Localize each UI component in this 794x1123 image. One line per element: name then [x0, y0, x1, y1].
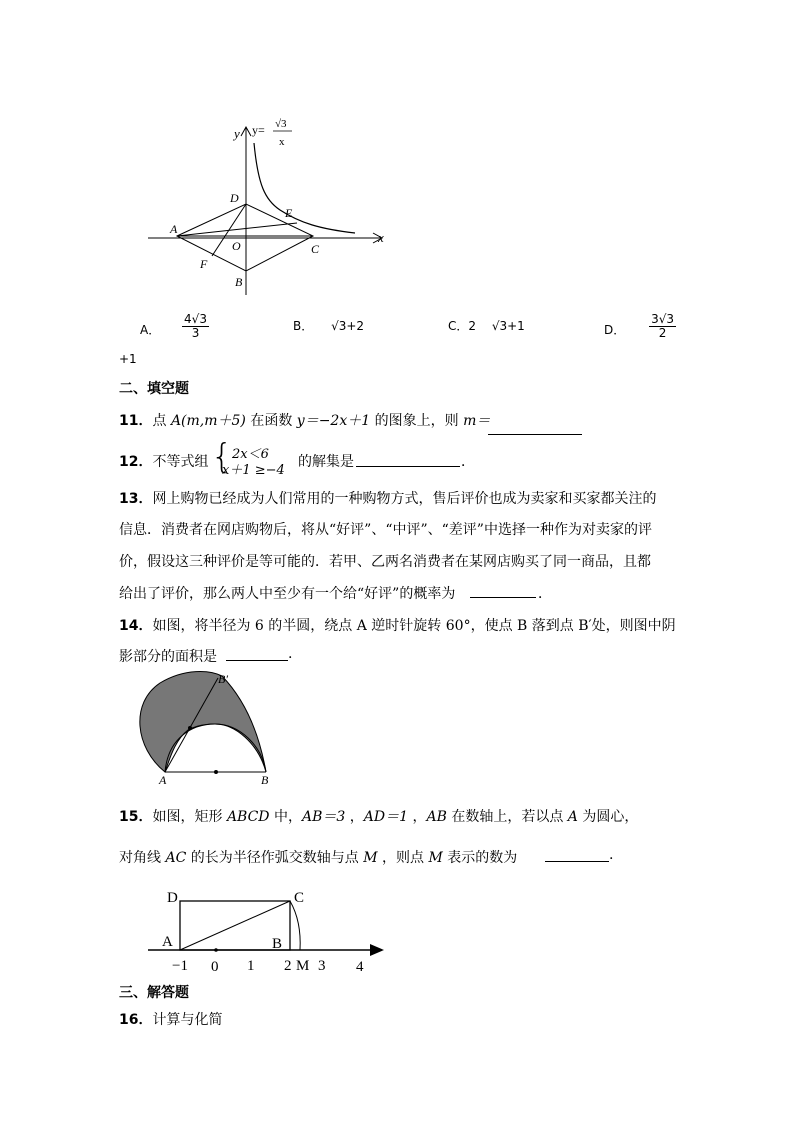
q15-math-1: ABCD [226, 809, 270, 825]
q15-end: . [609, 847, 614, 863]
q15-text-1: 如图，矩形 [152, 809, 227, 825]
q12-answer-blank[interactable] [356, 452, 460, 467]
arc-CM [290, 901, 300, 950]
q13-line-4: 给出了评价，那么两人中至少有一个给“好评”的概率为 [119, 586, 456, 602]
hyperbola-curve [254, 143, 355, 233]
q11-text-2: 在函数 [245, 413, 297, 429]
origin-dot [214, 948, 218, 952]
q11-math-3: m＝ [463, 413, 491, 429]
choice-D-label: D． [604, 323, 626, 337]
q12-end: ． [461, 454, 475, 470]
q11-math-1: A(m,m＋5) [170, 413, 246, 429]
label-point-A: A [170, 222, 178, 236]
q16-text: 计算与化简 [152, 1012, 223, 1028]
question-15-line-2 [119, 847, 517, 867]
label-y-axis: y [234, 126, 240, 141]
q14-end: . [288, 646, 293, 662]
question-11 [119, 410, 490, 430]
tick-label-1: 1 [247, 958, 255, 974]
label-point-C: C [311, 242, 320, 256]
label-point-B: B [272, 936, 283, 952]
q14-answer-blank[interactable] [226, 646, 288, 661]
tick-label-neg1: −1 [172, 958, 188, 974]
choice-A-label: A． [140, 323, 161, 337]
choice-A-den: 3 [191, 326, 200, 340]
q13-line-2: 信息．消费者在网店购物后，将从“好评”、“中评”、“差评”中选择一种作为对卖家的评 [119, 522, 652, 538]
q15-math-7: M [363, 850, 378, 866]
label-point-A: A [159, 773, 167, 787]
q13-number: 13． [119, 491, 153, 507]
label-point-E: E [285, 206, 293, 220]
label-point-M: M [296, 958, 310, 974]
q11-text-1: 点 [152, 413, 171, 429]
q15-text-2: 中， [269, 809, 302, 825]
choice-B [293, 317, 364, 334]
choice-B-label: B． [293, 319, 314, 333]
label-point-B: B [261, 773, 269, 787]
section-heading-fill-blank: 二、填空题 [119, 381, 189, 397]
q12-brace: { [211, 437, 233, 477]
q15-text-4: ， [408, 809, 427, 825]
q15-math-3: AD＝1 [363, 809, 409, 825]
q15-answer-blank[interactable] [545, 847, 609, 862]
figure-rotated-semicircle [130, 668, 280, 790]
q11-answer-blank[interactable] [488, 420, 582, 435]
q15-text-3: ， [345, 809, 364, 825]
choice-A-num: 4√3 [184, 312, 207, 326]
q11-text-3: 的图象上，则 [370, 413, 464, 429]
q15-math-4: AB [426, 809, 447, 825]
label-point-A: A [162, 934, 173, 950]
tick-label-3: 3 [318, 958, 326, 974]
q15-text-9: ，则点 [377, 850, 429, 866]
question-14-line-1 [119, 615, 676, 635]
question-16 [119, 1009, 222, 1029]
choice-D-num: 3√3 [651, 312, 674, 326]
label-func-prefix: y= [252, 123, 265, 137]
q15-text-6: 为圆心， [577, 809, 639, 825]
q13-line-1: 网上购物已经成为人们常用的一种购物方式，售后评价也成为卖家和买家都关注的 [152, 491, 657, 507]
q13-line-3: 价，假设这三种评价是等可能的．若甲、乙两名消费者在某网店购买了同一商品，且都 [119, 554, 651, 570]
label-point-B-prime: B′ [218, 672, 228, 686]
q13-end: ． [538, 586, 552, 602]
q15-text-7: 对角线 [119, 850, 166, 866]
choice-A-fraction [182, 313, 209, 340]
question-12 [119, 451, 208, 471]
q15-text-5: 在数轴上，若以点 [446, 809, 568, 825]
q13-answer-blank[interactable] [470, 583, 536, 598]
q15-math-6: AC [165, 850, 187, 866]
label-point-B: B [235, 275, 243, 289]
q15-math-8: M [428, 850, 443, 866]
q15-text-10: 表示的数为 [442, 850, 518, 866]
q12-inequality-1: 2x＜6 [232, 447, 269, 462]
choice-A [140, 313, 209, 340]
midpoint-AB [214, 770, 218, 774]
figure-hyperbola-rhombus [140, 105, 400, 300]
q11-number: 11． [119, 413, 153, 429]
tick-label-0: 0 [211, 959, 219, 975]
shaded-region [140, 672, 266, 772]
q14-line-1: 如图，将半径为 6 的半圆，绕点 A 逆时针旋转 60°，使点 B 落到点 B′处，则图中阴 [152, 618, 676, 634]
q12-number: 12． [119, 454, 153, 470]
q15-math-5: A [567, 809, 578, 825]
choice-C [448, 317, 525, 334]
q14-number: 14． [119, 618, 153, 634]
figure-rectangle-number-line [148, 880, 388, 975]
q11-math-2: y＝−2x＋1 [296, 413, 371, 429]
label-point-F: F [200, 257, 208, 271]
q15-math-2: AB＝3 [302, 809, 346, 825]
label-point-D: D [167, 890, 178, 906]
choice-B-value: √3+2 [331, 319, 365, 333]
q16-number: 16． [119, 1012, 153, 1028]
label-x-axis: x [378, 230, 384, 245]
q15-text-8: 的长为半径作弧交数轴与点 [186, 850, 364, 866]
label-func-den: x [279, 136, 285, 148]
label-point-C: C [294, 890, 305, 906]
label-point-O: O [232, 239, 241, 253]
q12-text-1: 不等式组 [152, 454, 209, 470]
choice-D [604, 313, 676, 340]
choice-C-value: √3+1 [491, 319, 525, 333]
label-point-D: D [230, 191, 239, 205]
tick-label-4: 4 [356, 959, 364, 975]
choice-D-den: 2 [658, 326, 667, 340]
q14-line-2: 影部分的面积是 [119, 649, 217, 665]
q12-text-2: 的解集是 [298, 454, 354, 470]
q12-inequality-2: x＋1 ≥−4 [222, 463, 285, 478]
section-heading-answer: 三、解答题 [119, 985, 189, 1001]
midpoint-AB-prime [188, 726, 192, 730]
number-line-arrow [370, 944, 384, 956]
question-15-line-1 [119, 806, 638, 826]
choice-wrap: +1 [119, 352, 137, 366]
choice-C-label: C．2 [448, 319, 477, 333]
question-13-line-1 [119, 488, 656, 508]
label-func-num: √3 [275, 118, 287, 130]
tick-label-2: 2 [284, 958, 292, 974]
segment-AE [177, 223, 297, 236]
q15-number: 15． [119, 809, 153, 825]
choice-D-fraction [649, 313, 676, 340]
